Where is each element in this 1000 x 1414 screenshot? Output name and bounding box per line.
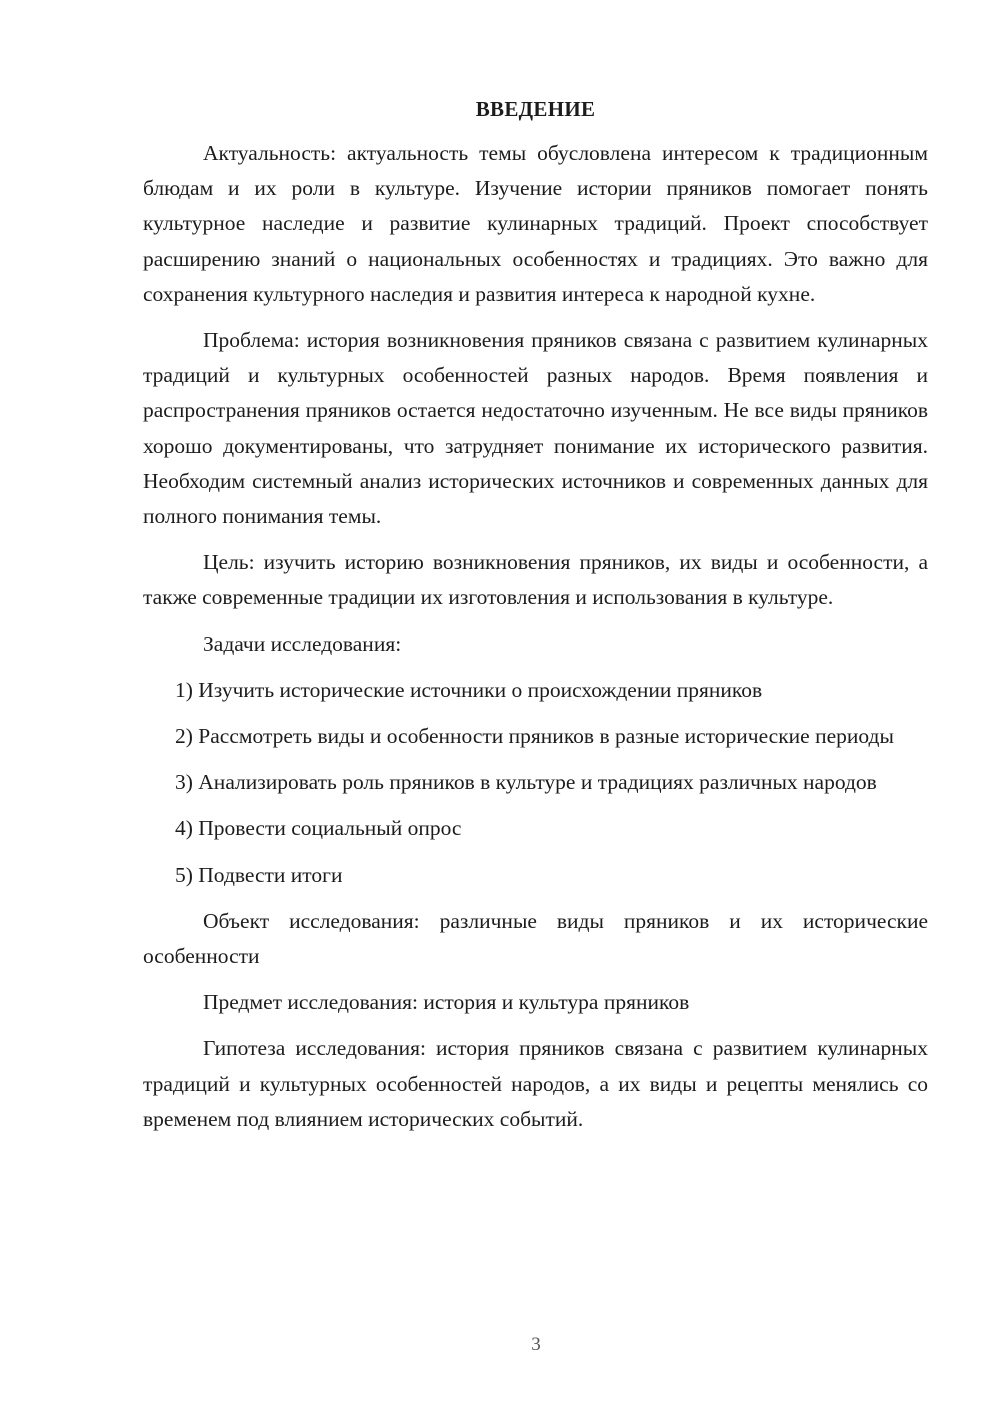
paragraph-goal: Цель: изучить историю возникновения пряников, их виды и особенности, а также современные традиции их изготовления и использования в культуре. [143,550,928,610]
page-number: 3 [531,1334,541,1355]
paragraph-problem: Проблема: история возникновения пряников связана с развитием кулинарных традиций и культурных особенностей разных народов. Время появления и распространения пряников остается недостаточно изученным. Не все виды пряников хорошо документированы, что затрудняет понимание их исторического развития. Необходим системный анализ исторических источников и современных данных для полного понимания темы. [143,328,928,529]
paragraph-relevance: Актуальность: актуальность темы обусловлена интересом к традиционным блюдам и их роли в культуре. Изучение истории пряников помогает понять культурное наследие и развитие кулинарных традиций. Проект способствует расширению знаний о национальных особенностях и традициях. Это важно для сохранения культурного наследия и развития интереса к народной кухне. [143,141,928,306]
task-item: 4) Провести социальный опрос [175,816,462,841]
page-content [143,94,928,1148]
page-title: ВВЕДЕНИЕ [475,97,596,121]
paragraph-hypothesis: Гипотеза исследования: история пряников связана с развитием кулинарных традиций и культурных особенностей народов, а их виды и рецепты менялись со временем под влиянием исторических событий. [143,1036,928,1131]
task-item: 2) Рассмотреть виды и особенности пряников в разные исторические периоды [175,724,894,749]
tasks-heading: Задачи исследования: [203,631,402,656]
paragraph-object: Объект исследования: различные виды пряников и их исторические особенности [143,908,928,969]
paragraph-subject: Предмет исследования: история и культура пряников [203,990,690,1015]
task-item: 3) Анализировать роль пряников в культуре и традициях различных народов [175,770,877,795]
task-item: 1) Изучить исторические источники о происхождении пряников [175,677,763,702]
task-item: 5) Подвести итоги [175,862,343,887]
